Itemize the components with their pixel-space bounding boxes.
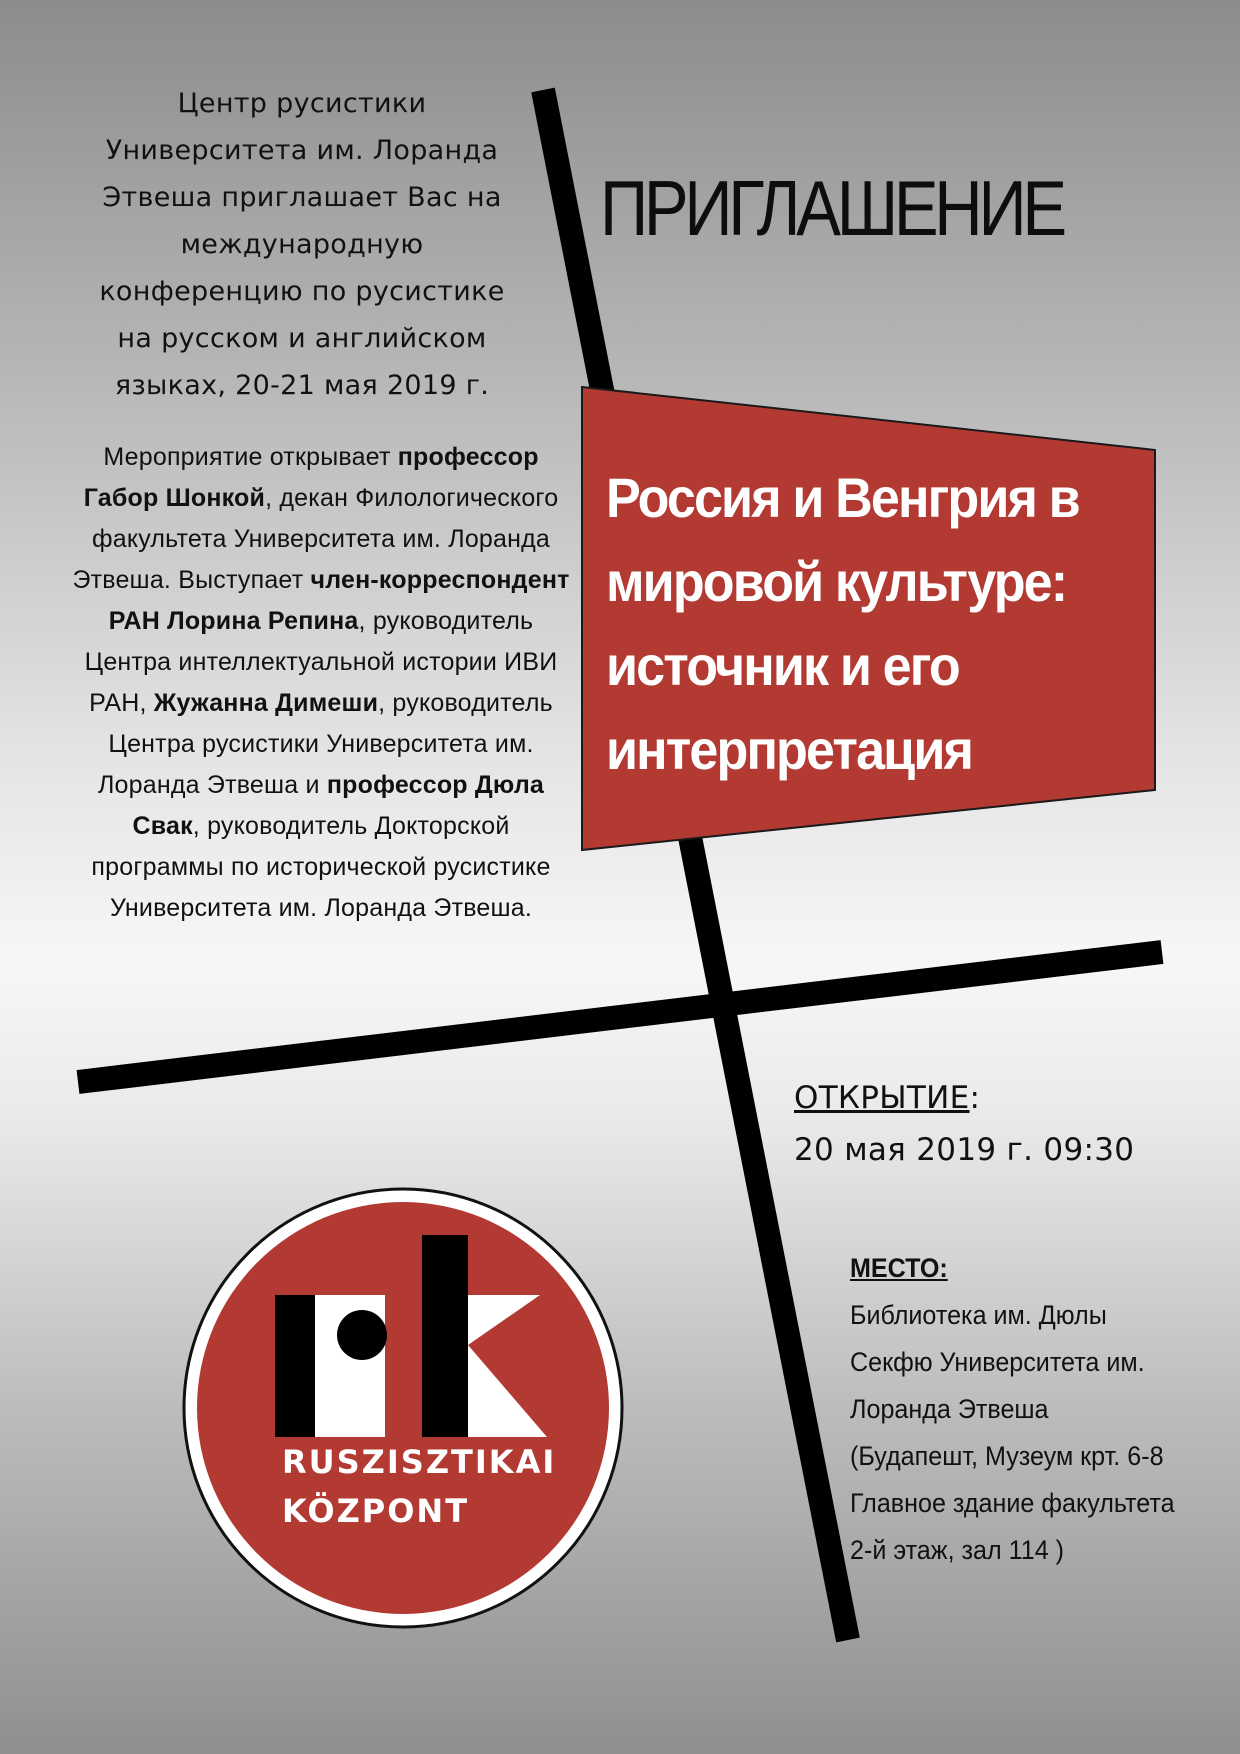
conference-title-line: Россия и Венгрия в (606, 466, 1079, 529)
speaker-name: член-корреспондент РАН Лорина Репина (108, 566, 570, 635)
intro-line: языках, 20-21 мая 2019 г. (114, 370, 490, 401)
place-block (850, 1245, 1185, 1574)
ruszisztikai-kozpont-logo (180, 1185, 626, 1631)
intro-text (82, 80, 522, 409)
conference-title-line: мировой культуре: (606, 550, 1067, 613)
conference-title (606, 456, 1108, 792)
place-line: Лоранда Этвеша (850, 1394, 1049, 1424)
intro-line: международную (180, 229, 424, 260)
place-label: МЕСТО: (850, 1253, 948, 1283)
body-text-span: , декан Филологического факультета Университета им. Лоранда Этвеша. Выступает (72, 484, 559, 594)
place-line: Секфю Университета им. (850, 1347, 1145, 1377)
intro-line: Университета им. Лоранда (105, 135, 499, 166)
conference-title-line: источник и его (606, 634, 959, 697)
body-text-span: , руководитель Центра интеллектуальной истории ИВИ РАН, (84, 607, 558, 717)
logo-text-line2: KÖZPONT (282, 1492, 470, 1530)
place-line: Главное здание факультета (850, 1488, 1175, 1518)
intro-org: Центр русистики (177, 88, 427, 119)
speaker-name: профессор Дюла Свак (132, 771, 545, 840)
speaker-name: профессор Габор Шонкой (83, 443, 539, 512)
intro-line: конференцию по русистике (99, 276, 505, 307)
diagonal-line-horizontal (78, 952, 1162, 1082)
intro-line: Этвеша приглашает Вас на (102, 182, 502, 213)
opening-datetime: 20 мая 2019 г. 09:30 (794, 1132, 1135, 1168)
speakers-paragraph (70, 437, 572, 929)
conference-title-line: интерпретация (606, 718, 973, 781)
logo-text-line1: RUSZISZTIKAI (282, 1443, 557, 1481)
place-line: Библиотека им. Дюлы (850, 1300, 1107, 1330)
speaker-name: Жужанна Димеши (153, 689, 379, 717)
opening-label: ОТКРЫТИЕ (794, 1080, 970, 1116)
place-line: 2-й этаж, зал 114 ) (850, 1535, 1065, 1565)
intro-line: на русском и английском (117, 323, 487, 354)
opening-colon: : (969, 1080, 981, 1116)
opening-block (794, 1072, 1134, 1176)
body-text-span: Мероприятие открывает (103, 443, 398, 471)
place-line: (Будапешт, Музеум крт. 6-8 (850, 1441, 1164, 1471)
poster-headline: ПРИГЛАШЕНИЕ (600, 164, 1063, 252)
body-text-span: , руководитель Центра русистики Университета им. Лоранда Этвеша и (97, 689, 553, 799)
body-text-span: , руководитель Докторской программы по исторической русистике Университета им. Лоранда Этвеша. (91, 812, 551, 922)
